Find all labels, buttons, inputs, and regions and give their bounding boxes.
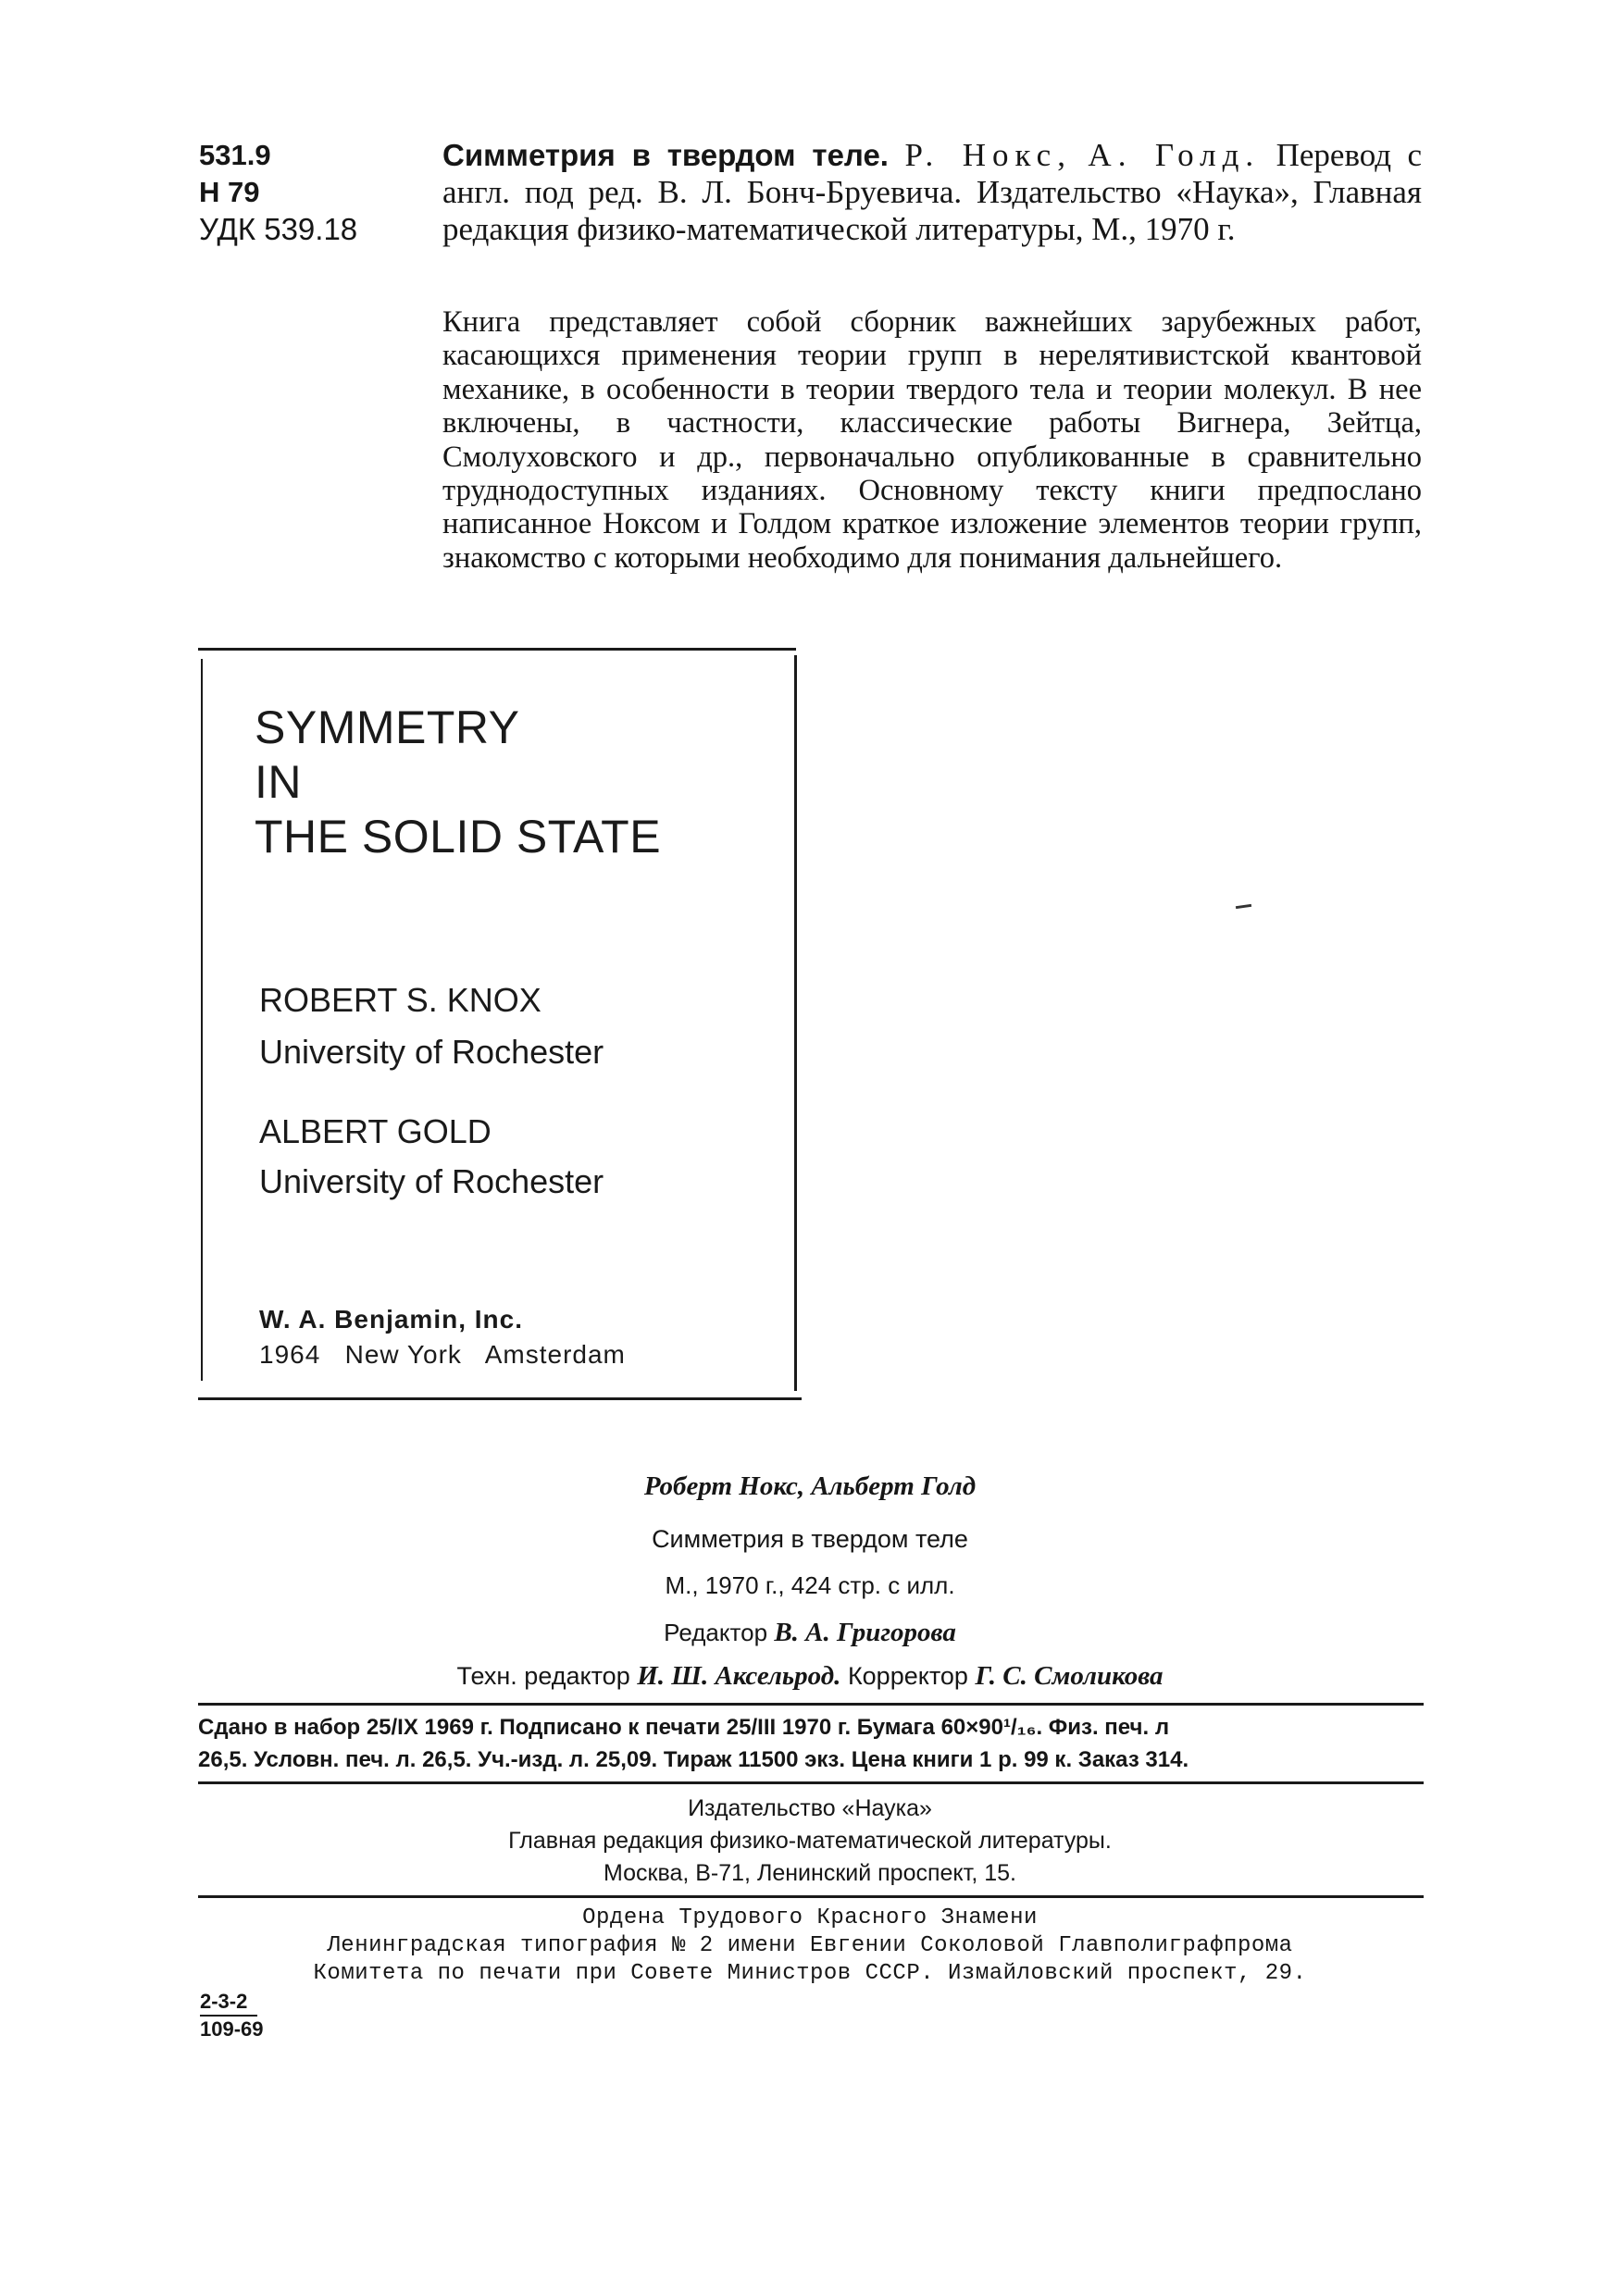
- original-title-line-1: SYMMETRY: [255, 701, 520, 753]
- bibliographic-description: [442, 137, 1422, 248]
- imprint-details: М., 1970 г., 424 стр. с илл.: [665, 1571, 955, 1599]
- title-box-left-border: [201, 659, 203, 1381]
- production-details: [198, 1711, 1429, 1776]
- editor-name: В. А. Григорова: [774, 1618, 956, 1647]
- stray-mark: [1236, 904, 1251, 909]
- imprint-rule-1: [198, 1703, 1424, 1706]
- imprint-rule-3: [198, 1895, 1424, 1898]
- publication-details: Перевод с англ. под ред. В. Л. Бонч-Бруевича. Издательство «Наука», Главная редакция физико-математической литературы, М., 1970 г.: [442, 137, 1423, 247]
- printer-line-2: Ленинградская типография № 2 имени Евгении Соколовой Главполиграфпрома: [327, 1933, 1293, 1958]
- production-line-2: 26,5. Условн. печ. л. 26,5. Уч.-изд. л. 25,09. Тираж 11500 экз. Цена книги 1 р. 99 к. Заказ 314.: [198, 1747, 1189, 1772]
- original-year-place: [259, 1340, 626, 1370]
- imprint-authors: Роберт Нокс, Альберт Голд: [643, 1471, 977, 1501]
- publisher-address: Москва, В-71, Ленинский проспект, 15.: [604, 1860, 1016, 1886]
- original-affiliation-1: University of Rochester: [259, 1033, 604, 1071]
- index-code-numerator: 2-3-2: [200, 1990, 248, 2013]
- classification-code-1: 531.9: [199, 139, 271, 171]
- author-2: А. Голд.: [1088, 137, 1261, 173]
- abstract-paragraph: Книга представляет собой сборник важнейших зарубежных работ, касающихся применения теории групп в нерелятивистской квантовой механике, в особенности в теории твердого тела и теории молекул. В нее включены, в частности, классические работы Вигнера, Зейтца, Смолуховского и др., первоначально опубликованные в сравнительно труднодоступных изданиях. Основному тексту книги предпослано написанное Ноксом и Голдом краткое изложение элементов теории групп, знакомство с которыми необходимо для понимания дальнейшего.: [442, 305, 1422, 575]
- tech-editor-name: И. Ш. Аксельрод.: [637, 1661, 841, 1691]
- original-year: 1964: [259, 1340, 321, 1369]
- publisher-office: Главная редакция физико-математической литературы.: [508, 1828, 1112, 1854]
- title-box-right-border: [794, 655, 797, 1391]
- imprint-title: Симметрия в твердом теле: [652, 1525, 968, 1553]
- classification-code-2: Н 79: [199, 176, 260, 208]
- original-title-line-2: IN: [255, 756, 302, 808]
- publisher-block: [198, 1793, 1422, 1890]
- printer-line-3: Комитета по печати при Совете Министров СССР. Измайловский проспект, 29.: [313, 1961, 1307, 1986]
- udc-code: УДК 539.18: [199, 212, 358, 246]
- imprint-tech-line: [198, 1661, 1422, 1692]
- title-box-top-border: [198, 648, 796, 651]
- title-box-bottom-border: [198, 1397, 802, 1400]
- corrector-label: Корректор: [847, 1662, 968, 1690]
- author-1: Р. Нокс,: [904, 137, 1072, 173]
- printer-block: [198, 1905, 1422, 1988]
- editor-label: Редактор: [664, 1619, 768, 1646]
- original-affiliation-2: University of Rochester: [259, 1162, 604, 1200]
- production-line-1: Сдано в набор 25/IX 1969 г. Подписано к печати 25/III 1970 г. Бумага 60×90¹/₁₆. Физ. печ. л: [198, 1715, 1170, 1740]
- original-author-1: ROBERT S. KNOX: [259, 981, 541, 1019]
- printer-line-1: Ордена Трудового Красного Знамени: [582, 1905, 1038, 1930]
- book-title: Симметрия в твердом теле.: [442, 138, 889, 172]
- publisher-name: Издательство «Наука»: [688, 1795, 932, 1821]
- corrector-name: Г. С. Смоликова: [975, 1661, 1164, 1691]
- classification-block: [199, 137, 357, 248]
- original-author-2: ALBERT GOLD: [259, 1112, 492, 1150]
- imprint-rule-2: [198, 1781, 1424, 1784]
- original-publisher: W. A. Benjamin, Inc.: [259, 1305, 524, 1334]
- original-cities: New York Amsterdam: [344, 1340, 626, 1369]
- original-title: [255, 701, 661, 864]
- imprint-editor-line: [198, 1618, 1422, 1648]
- index-code-denominator: 109-69: [200, 2017, 264, 2041]
- index-code-rule: [200, 2015, 257, 2017]
- original-title-line-3: THE SOLID STATE: [255, 811, 662, 863]
- tech-editor-label: Техн. редактор: [456, 1662, 630, 1690]
